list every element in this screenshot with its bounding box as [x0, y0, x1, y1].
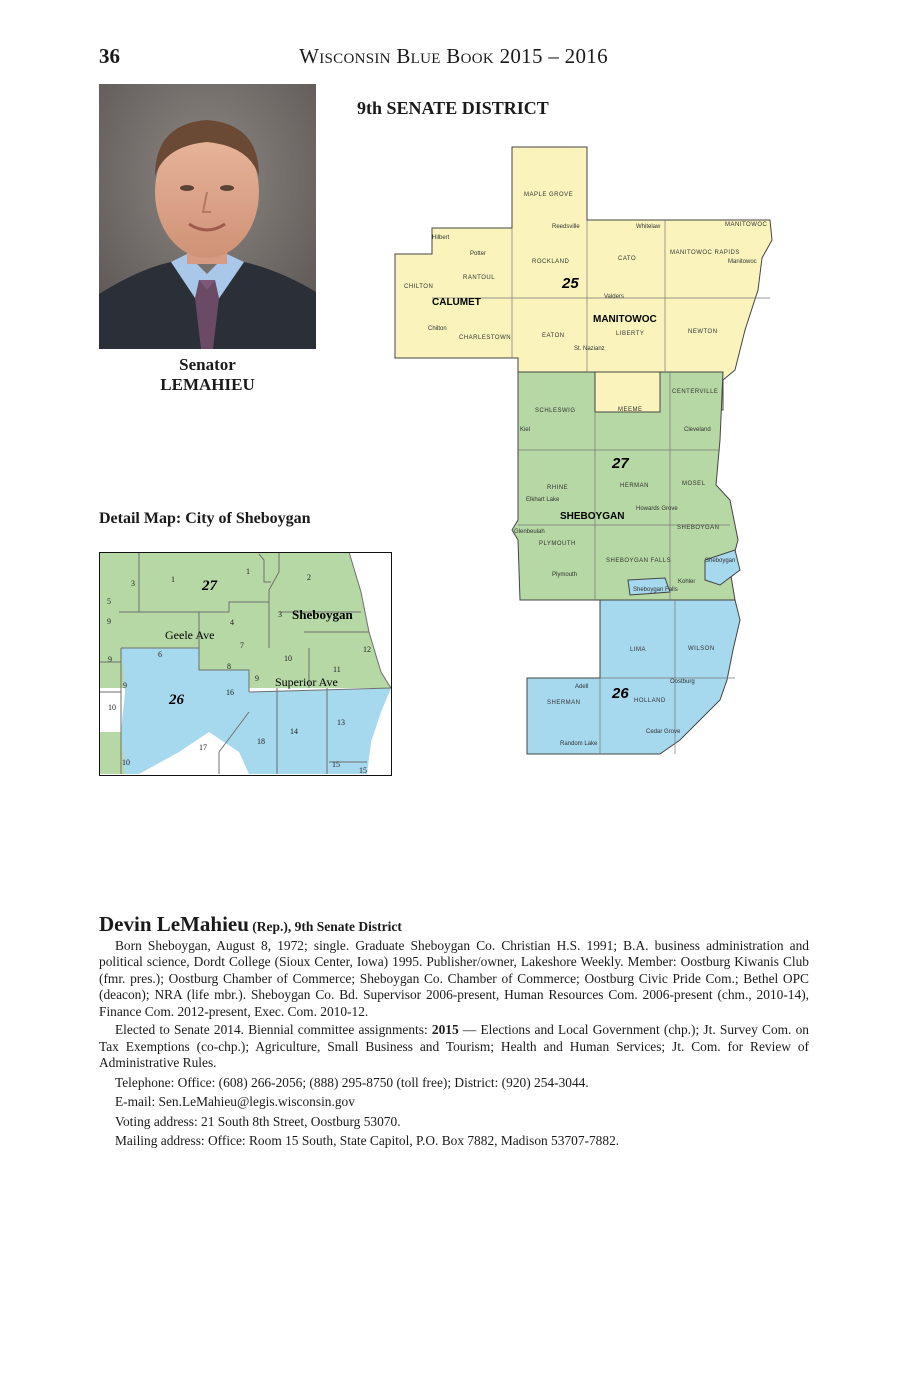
town-label: MEEME: [618, 407, 643, 413]
ward-label: 14: [290, 727, 298, 736]
district-25-area: [395, 147, 772, 410]
county-manitowoc: MANITOWOC: [593, 314, 657, 325]
town-label: ROCKLAND: [532, 259, 570, 265]
place-label: Hilbert: [432, 235, 450, 241]
place-label: Valders: [604, 294, 624, 300]
ward-label: 9: [107, 617, 111, 626]
town-label: SHERMAN: [547, 700, 581, 706]
town-label: HERMAN: [620, 483, 650, 489]
ward-label: 8: [227, 662, 231, 671]
mailing-address-line: Mailing address: Office: Room 15 South, State Capitol, P.O. Box 7882, Madison 53707-7882.: [115, 1133, 620, 1148]
town-label: LIBERTY: [616, 331, 645, 337]
place-label: Adell: [575, 684, 589, 690]
town-label: LIMA: [630, 647, 647, 653]
place-label: Oostburg: [670, 679, 695, 685]
district-map: [390, 140, 790, 760]
place-label: Kohler: [678, 579, 696, 585]
ward-label: 9: [123, 681, 127, 690]
page-number: 36: [99, 44, 120, 68]
place-label: Sheboygan Falls: [633, 587, 678, 593]
ward-label: 17: [199, 743, 207, 752]
town-label: PLYMOUTH: [539, 541, 576, 547]
town-label: MANITOWOC: [725, 222, 768, 228]
ward-label: 7: [240, 641, 244, 650]
county-calumet: CALUMET: [432, 297, 481, 308]
town-label: CHARLESTOWN: [459, 335, 512, 341]
street-geele: Geele Ave: [165, 628, 215, 642]
detail-map: [99, 552, 392, 776]
bio-party-district: (Rep.), 9th Senate District: [252, 919, 402, 934]
ward-label: 12: [363, 645, 371, 654]
ward-label: 11: [333, 665, 341, 674]
telephone-line: Telephone: Office: (608) 266-2056; (888) 295-8750 (toll free); District: (920) 254-3044.: [115, 1074, 589, 1090]
ward-label: 4: [230, 618, 234, 627]
place-label: Manitowoc: [728, 259, 757, 265]
town-label: CENTERVILLE: [672, 389, 719, 395]
county-sheboygan: SHEBOYGAN: [560, 511, 625, 522]
town-label: MANITOWOC RAPIDS: [670, 250, 740, 256]
committee-paragraph: Elected to Senate 2014. Biennial committee assignments: 2015 — Elections and Local Government (chp.); Jt. Survey Com. on Tax Exemptions (co-chp.); Agriculture, Small Business and Tourism; Health and Human Services; Jt. Com. for Review of Administrative Rules.: [99, 1022, 809, 1070]
place-label: Glenbeulah: [514, 529, 545, 535]
town-label: WILSON: [688, 646, 715, 652]
ward-label: 10: [284, 654, 292, 663]
meeme-yellow: [595, 372, 660, 412]
place-label: Reedsville: [552, 224, 580, 230]
town-label: EATON: [542, 333, 565, 339]
ward-label: 3: [131, 579, 135, 588]
place-label: Random Lake: [560, 741, 598, 747]
caption-title: Senator: [179, 355, 236, 374]
town-label: NEWTON: [688, 329, 718, 335]
place-label: Cleveland: [684, 427, 711, 433]
bio-paragraph: Born Sheboygan, August 8, 1972; single. Graduate Sheboygan Co. Christian H.S. 1991; B.A. business administration and political science, Dordt College (Sioux Center, Iowa) 1995. Publisher/owner, Lakeshore Weekly. Member: Oostburg Kiwanis Club (fmr. pres.); Oostburg Chamber of Commerce; Sheboygan Co. Chamber of Commerce; Oostburg Civic Pride Com.; Bethel OPC (deacon); NRA (life mbr.). Sheboygan Co. Bd. Supervisor 2006-present, Human Resources Com. 2006-present (chm., 2010-14), Finance Com. 2012-present, Exec. Com. 2010-12.: [99, 937, 809, 1019]
ward-label: 1: [171, 575, 175, 584]
bio-name: Devin LeMahieu: [99, 912, 249, 936]
district-number-26: 26: [612, 685, 629, 702]
place-label: Cedar Grove: [646, 729, 681, 735]
town-label: RANTOUL: [463, 275, 496, 281]
ward-label: 5: [107, 597, 111, 606]
ward-label: 15: [332, 760, 340, 769]
town-label: MOSEL: [682, 481, 706, 487]
detail-map-title: Detail Map: City of Sheboygan: [99, 510, 311, 527]
ward-label: 9: [108, 655, 112, 664]
ward-label: 10: [108, 703, 116, 712]
place-label: St. Nazianz: [574, 346, 605, 352]
senator-caption: [99, 355, 316, 395]
place-label: Whitelaw: [636, 224, 661, 230]
ward-label: 9: [255, 674, 259, 683]
town-label: CHILTON: [404, 284, 434, 290]
place-label: Chilton: [428, 326, 447, 332]
ward-label: 15: [359, 766, 367, 775]
place-label: Potter: [470, 251, 487, 257]
street-superior: Superior Ave: [275, 675, 338, 689]
detail-district-26-label: 26: [169, 692, 184, 708]
place-label: Sheboygan: [705, 558, 736, 564]
ward-label: 18: [257, 737, 265, 746]
voting-address-line: Voting address: 21 South 8th Street, Oostburg 53070.: [115, 1113, 401, 1129]
town-label: HOLLAND: [634, 698, 666, 704]
ward-label: 1: [246, 567, 250, 576]
town-label: SCHLESWIG: [535, 408, 576, 414]
town-label: RHINE: [547, 485, 569, 491]
place-label: Howards Grove: [636, 506, 678, 512]
district-map-title: 9th SENATE DISTRICT: [357, 98, 549, 118]
place-label: Elkhart Lake: [526, 497, 560, 503]
town-label: MAPLE GROVE: [524, 192, 574, 198]
ward-label: 6: [158, 650, 162, 659]
place-label: Kiel: [520, 427, 531, 433]
district-number-25: 25: [562, 275, 579, 292]
ward-label: 16: [226, 688, 234, 697]
ward-label: 13: [337, 718, 345, 727]
biography: [99, 912, 809, 1150]
ward-label: 3: [278, 610, 282, 619]
ward-label: 10: [122, 758, 130, 767]
town-label: SHEBOYGAN FALLS: [606, 558, 672, 564]
town-label: SHEBOYGAN: [677, 525, 720, 531]
running-head: Wisconsin Blue Book 2015 – 2016: [299, 44, 608, 68]
district-number-27: 27: [612, 455, 629, 472]
place-label: Plymouth: [552, 572, 578, 578]
ward-label: 2: [307, 573, 311, 582]
detail-district-27-label: 27: [202, 578, 217, 594]
email-line: E-mail: Sen.LeMahieu@legis.wisconsin.gov: [115, 1094, 355, 1109]
district-26-area: [527, 600, 740, 754]
bio-heading: [99, 912, 809, 936]
detail-city-label: Sheboygan: [292, 607, 353, 622]
senator-portrait: [99, 84, 316, 349]
caption-name: LEMAHIEU: [160, 375, 255, 394]
town-label: CATO: [618, 256, 637, 262]
